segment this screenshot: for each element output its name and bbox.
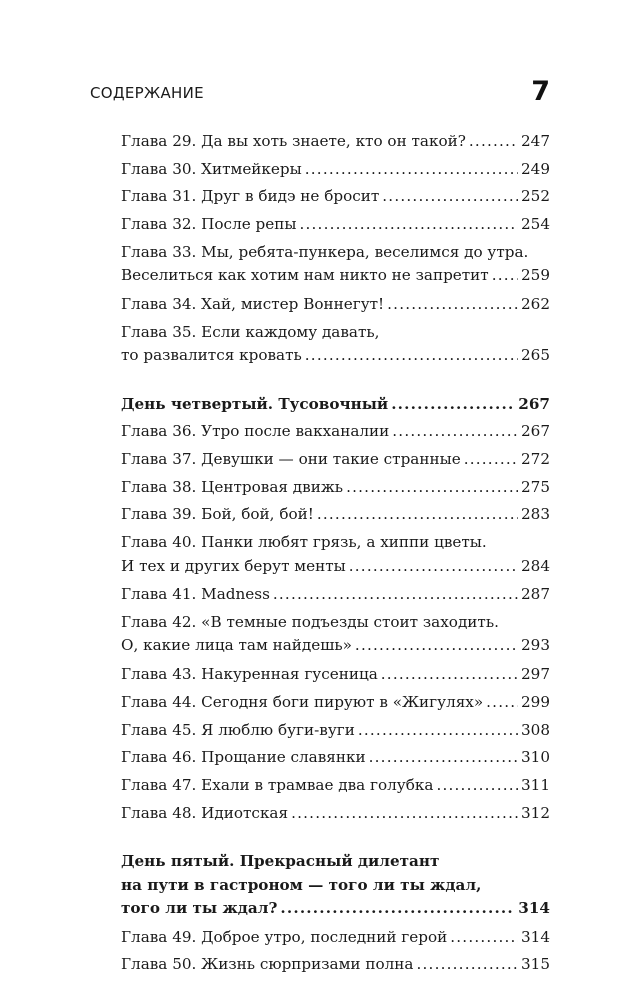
toc-entry bbox=[121, 531, 550, 578]
toc-entry-page: 297 bbox=[521, 665, 550, 684]
toc-entry-page: 267 bbox=[518, 394, 550, 413]
toc-entry-page: 275 bbox=[521, 477, 550, 496]
toc-entry-title: Глава 39. Бой, бой, бой! bbox=[121, 505, 314, 524]
toc-entry-title-line: Глава 42. «В темные подъезды стоит заходить. bbox=[121, 612, 499, 631]
dot-leader bbox=[346, 476, 518, 500]
toc-entry-title: Глава 49. Доброе утро, последний герой bbox=[121, 927, 448, 946]
toc-entry-title: День четвертый. Тусовочный bbox=[121, 394, 389, 413]
toc-entry-page: 299 bbox=[521, 692, 550, 711]
toc-entry-page: 267 bbox=[521, 422, 550, 441]
toc-entry bbox=[121, 213, 550, 237]
dot-leader bbox=[450, 926, 518, 950]
toc-entry bbox=[121, 719, 550, 743]
toc-entry-title: Глава 29. Да вы хоть знаете, кто он такой? bbox=[121, 132, 466, 150]
toc-entry-page: 249 bbox=[521, 159, 550, 178]
toc-entry-page: 314 bbox=[521, 927, 550, 946]
toc-entry-page: 262 bbox=[521, 294, 550, 313]
toc-entry bbox=[121, 774, 550, 798]
dot-leader bbox=[305, 344, 518, 368]
dot-leader bbox=[305, 158, 518, 182]
toc-entry-title-line: Глава 35. Если каждому давать, bbox=[121, 322, 380, 341]
toc-entry-page: 259 bbox=[521, 266, 550, 285]
running-title: СОДЕРЖАНИЕ bbox=[90, 84, 204, 102]
toc-entry-title: Веселиться как хотим нам никто не запретит bbox=[121, 266, 489, 285]
toc-entry-title: Глава 31. Друг в бидэ не бросит bbox=[121, 187, 380, 206]
toc-entry-title: Глава 46. Прощание славянки bbox=[121, 748, 366, 767]
toc-entry-page: 293 bbox=[521, 636, 550, 655]
toc-entry bbox=[121, 185, 550, 209]
toc-entry-title: Глава 44. Сегодня боги пируют в «Жигулях» bbox=[121, 692, 484, 711]
dot-leader bbox=[492, 264, 518, 288]
toc-entry bbox=[121, 746, 550, 770]
toc-entry-title: Глава 36. Утро после вакханалии bbox=[121, 422, 390, 441]
toc-entry-title: Глава 47. Ехали в трамвае два голубка bbox=[121, 775, 434, 794]
dot-leader bbox=[387, 293, 518, 317]
toc-entry-title: Глава 41. Madness bbox=[121, 585, 270, 604]
toc-entry-title-line: Глава 33. Мы, ребята-пункера, веселимся до утра. bbox=[121, 242, 529, 261]
toc-entry-title: Глава 30. Хитмейкеры bbox=[121, 159, 302, 178]
dot-leader bbox=[299, 213, 518, 237]
toc-entry bbox=[121, 158, 550, 182]
page-number: 7 bbox=[531, 76, 550, 107]
toc-entry-page: 315 bbox=[521, 955, 550, 974]
toc-entry bbox=[121, 663, 550, 687]
toc-entry-page: 272 bbox=[521, 450, 550, 468]
toc-entry-title: Глава 50. Жизнь сюрпризами полна bbox=[121, 955, 414, 974]
toc-entry-page: 287 bbox=[521, 585, 550, 604]
toc-entry-title: то развалится кровать bbox=[121, 346, 302, 365]
dot-leader bbox=[391, 393, 515, 417]
toc-entry bbox=[121, 611, 550, 658]
toc-entry-title: Глава 32. После репы bbox=[121, 215, 297, 234]
toc-entry-title: Глава 45. Я люблю буги-вуги bbox=[121, 720, 355, 739]
toc-entry bbox=[121, 130, 550, 154]
dot-leader bbox=[382, 185, 518, 209]
dot-leader bbox=[280, 897, 515, 921]
toc-entry-title: Глава 48. Идиотская bbox=[121, 803, 289, 822]
toc-entry bbox=[121, 953, 550, 977]
dot-leader bbox=[273, 583, 518, 607]
toc-entry-title: Глава 34. Хай, мистер Воннегут! bbox=[121, 294, 385, 313]
toc-entry-title: И тех и других берут менты bbox=[121, 556, 346, 575]
toc-entry-title: Глава 43. Накуренная гусеница bbox=[121, 665, 378, 684]
toc-entry-page: 247 bbox=[521, 132, 550, 150]
toc-entry-title: О, какие лица там найдешь» bbox=[121, 636, 352, 655]
toc-entry bbox=[121, 476, 550, 500]
toc-entry-page: 254 bbox=[521, 215, 550, 234]
dot-leader bbox=[436, 774, 518, 798]
toc-entry-page: 310 bbox=[521, 748, 550, 767]
toc-entry-page: 283 bbox=[521, 505, 550, 524]
dot-leader bbox=[416, 953, 518, 977]
dot-leader bbox=[392, 420, 518, 444]
dot-leader bbox=[486, 691, 518, 715]
toc-entry bbox=[121, 583, 550, 607]
toc-entry-page: 312 bbox=[521, 803, 550, 822]
toc-entry-page: 252 bbox=[521, 187, 550, 206]
running-header bbox=[90, 76, 550, 107]
toc-entry-title: того ли ты ждал? bbox=[121, 899, 278, 918]
dot-leader bbox=[291, 802, 518, 826]
toc-entry-title: Глава 37. Девушки — они такие странные bbox=[121, 450, 461, 468]
toc-section-heading bbox=[121, 393, 550, 417]
dot-leader bbox=[355, 634, 518, 658]
toc-entry-page: 314 bbox=[518, 899, 550, 918]
table-of-contents bbox=[121, 130, 550, 981]
toc-entry bbox=[121, 420, 550, 444]
dot-leader bbox=[317, 503, 518, 527]
toc-entry bbox=[121, 691, 550, 715]
toc-entry bbox=[121, 448, 550, 472]
dot-leader bbox=[469, 130, 518, 154]
toc-entry-page: 308 bbox=[521, 720, 550, 739]
dot-leader bbox=[381, 663, 518, 687]
toc-entry-page: 311 bbox=[521, 775, 550, 794]
dot-leader bbox=[349, 555, 518, 579]
toc-entry bbox=[121, 503, 550, 527]
toc-entry-title-line: День пятый. Прекрасный дилетант bbox=[121, 852, 440, 871]
toc-entry bbox=[121, 293, 550, 317]
toc-entry bbox=[121, 321, 550, 368]
toc-entry-title-line: Глава 40. Панки любят грязь, а хиппи цветы. bbox=[121, 533, 487, 552]
dot-leader bbox=[464, 448, 518, 472]
toc-entry-title: Глава 38. Центровая движь bbox=[121, 477, 344, 496]
toc-section-heading bbox=[121, 850, 550, 921]
toc-entry bbox=[121, 926, 550, 950]
toc-entry-page: 265 bbox=[521, 346, 550, 365]
dot-leader bbox=[369, 746, 518, 770]
toc-entry-title-line: на пути в гастроном — того ли ты ждал, bbox=[121, 875, 482, 894]
toc-entry bbox=[121, 241, 550, 288]
toc-entry-page: 284 bbox=[521, 556, 550, 575]
dot-leader bbox=[358, 719, 518, 743]
toc-entry bbox=[121, 802, 550, 826]
